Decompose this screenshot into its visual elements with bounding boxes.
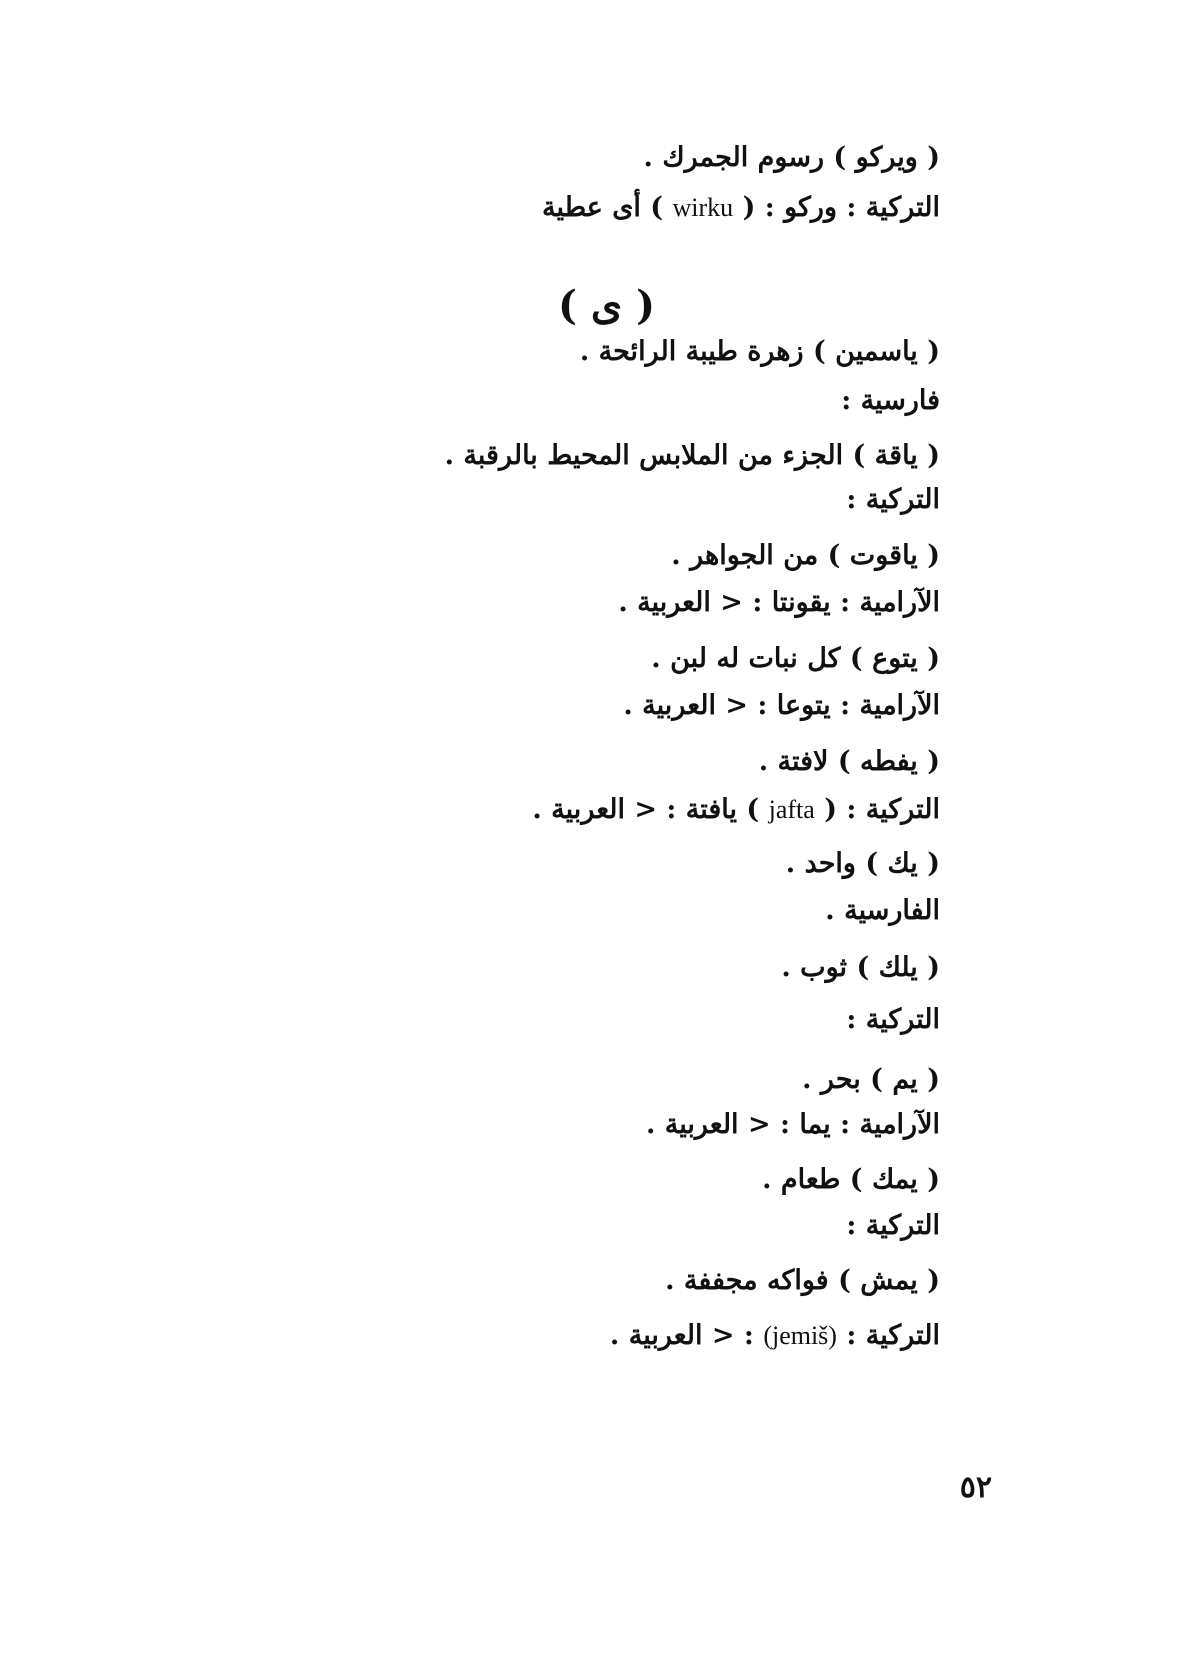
entry-text: ( يتوع ) كل نبات له لبن . bbox=[651, 643, 940, 674]
entry-line bbox=[846, 1208, 940, 1244]
latin-term: (jemiš) bbox=[763, 1321, 837, 1350]
entry-text: ( يم ) بحر . bbox=[802, 1064, 940, 1095]
entry-line bbox=[665, 1263, 940, 1299]
entry-text: ( يلك ) ثوب . bbox=[781, 952, 940, 983]
entry-line bbox=[802, 1062, 940, 1098]
entry-line bbox=[762, 1162, 940, 1198]
entry-line bbox=[671, 538, 940, 574]
entry-text: ( يك ) واحد . bbox=[785, 848, 940, 879]
latin-term: jafta bbox=[768, 795, 815, 824]
entry-text: التركية : ( bbox=[824, 794, 940, 825]
entry-text: الآرامية : يما : < العربية . bbox=[645, 1109, 940, 1140]
entry-text: ) أى عطية bbox=[541, 192, 664, 223]
page-number: ٥٢ bbox=[959, 1470, 992, 1505]
entry-text: ) يافتة : < العربية . bbox=[532, 794, 760, 825]
entry-text: الآرامية : يتوعا : < العربية . bbox=[623, 690, 940, 721]
entry-line bbox=[610, 1318, 940, 1354]
entry-line bbox=[532, 792, 940, 828]
entry-text: التركية : bbox=[846, 1320, 940, 1351]
entry-line bbox=[841, 383, 940, 419]
entry-text: التركية : bbox=[846, 1004, 940, 1035]
entry-line bbox=[825, 893, 940, 929]
entry-line bbox=[786, 846, 940, 882]
entry-text: ( يمش ) فواكه مجففة . bbox=[665, 1265, 940, 1296]
entry-line bbox=[846, 482, 940, 518]
entry-text: التركية : bbox=[846, 1210, 940, 1241]
section-letter: ( ى ) bbox=[557, 282, 655, 329]
entry-line bbox=[618, 585, 940, 621]
entry-text: ( ياسمين ) زهرة طيبة الرائحة . bbox=[579, 336, 940, 367]
entry-text: : < العربية . bbox=[609, 1320, 754, 1351]
entry-text: ( ويركو ) رسوم الجمرك . bbox=[643, 142, 940, 173]
entry-text: ( ياقة ) الجزء من الملابس المحيط بالرقبة . bbox=[444, 440, 940, 471]
entry-text: الفارسية . bbox=[825, 895, 940, 926]
entry-text: التركية : وركو : ( bbox=[742, 192, 940, 223]
entry-text: الآرامية : يقونتا : < العربية . bbox=[618, 587, 940, 618]
entry-line bbox=[781, 950, 940, 986]
entry-text: ( يمك ) طعام . bbox=[762, 1164, 940, 1195]
latin-term: wirku bbox=[672, 193, 734, 222]
entry-text: ( يفطه ) لافتة . bbox=[758, 746, 940, 777]
entry-text: التركية : bbox=[846, 484, 940, 515]
entry-line bbox=[651, 641, 940, 677]
entry-line bbox=[445, 438, 940, 474]
entry-text: فارسية : bbox=[841, 385, 940, 416]
entry-line bbox=[542, 190, 940, 226]
entry-line bbox=[846, 1002, 940, 1038]
entry-line bbox=[646, 1107, 940, 1143]
entry-line bbox=[623, 688, 940, 724]
entry-line bbox=[644, 140, 940, 176]
entry-text: ( ياقوت ) من الجواهر . bbox=[671, 540, 940, 571]
entry-line bbox=[580, 334, 940, 370]
entry-line bbox=[759, 744, 940, 780]
